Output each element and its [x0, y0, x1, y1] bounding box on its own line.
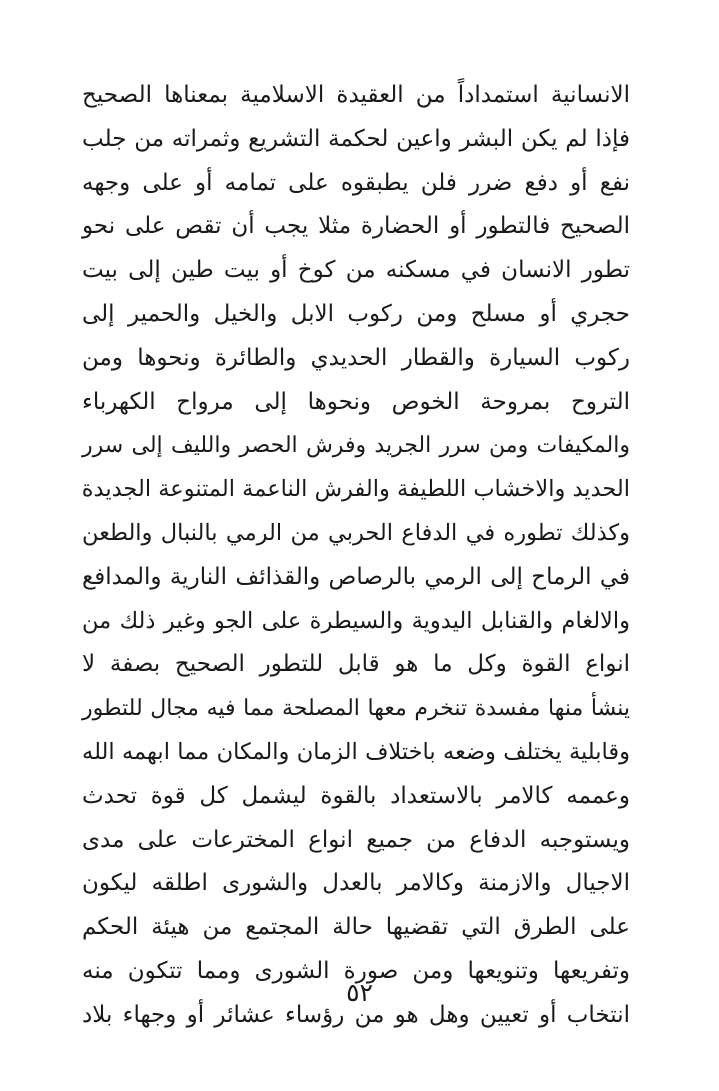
text-line: على الطرق التي تقضيها حالة المجتمع من هيئة الحكم: [82, 914, 630, 941]
text-line: فإذا لم يكن البشر واعين لحكمة التشريع وثمراته من جلب: [82, 125, 630, 152]
text-line: والالغام والقنابل اليدوية والسيطرة على الجو وغير ذلك من: [82, 607, 630, 634]
text-line: ويستوجبه الدفاع من جميع انواع المخترعات على مدى: [82, 826, 630, 853]
text-line: انواع القوة وكل ما هو قابل للتطور الصحيح بصفة لا: [82, 651, 630, 678]
text-line: حجري أو مسلح ومن ركوب الابل والخيل والحمير إلى: [82, 300, 630, 327]
text-line: في الرماح إلى الرمي بالرصاص والقذائف النارية والمدافع: [82, 563, 630, 590]
text-line: وعممه كالامر بالاستعداد بالقوة ليشمل كل قوة تحدث: [82, 782, 630, 809]
body-text: [82, 74, 630, 1038]
text-line: التروح بمروحة الخوص ونحوها إلى مرواح الكهرباء: [82, 388, 630, 415]
text-line: الانسانية استمداداً من العقيدة الاسلامية بمعناها الصحيح: [82, 82, 630, 108]
page-number: ٥٢: [346, 978, 373, 1007]
text-line: الصحيح فالتطور أو الحضارة مثلا يجب أن تقص على نحو: [82, 213, 630, 240]
text-line: نفع أو دفع ضرر فلن يطبقوه على تمامه أو على وجهه: [82, 169, 630, 196]
text-line: انتخاب أو تعيين وهل هو من رؤساء عشائر أو وجهاء بلاد: [82, 1001, 630, 1028]
text-line: وتفريعها وتنويعها ومن صورة الشورى ومما تتكون منه: [82, 957, 630, 984]
text-line: وكذلك تطوره في الدفاع الحربي من الرمي بالنبال والطعن: [82, 519, 630, 546]
text-line: وقابلية يختلف وضعه باختلاف الزمان والمكان مما ابهمه الله: [82, 738, 630, 765]
text-line: الحديد والاخشاب اللطيفة والفرش الناعمة المتنوعة الجديدة: [81, 476, 630, 503]
text-line: ركوب السيارة والقطار الحديدي والطائرة ونحوها ومن: [82, 344, 630, 371]
text-line: تطور الانسان في مسكنه من كوخ أو بيت طين إلى بيت: [82, 257, 630, 284]
text-line: الاجيال والازمنة وكالامر بالعدل والشورى اطلقه ليكون: [82, 870, 630, 897]
text-line: ينشأ منها مفسدة تنخرم معها المصلحة مما فيه مجال للتطور: [82, 696, 630, 722]
text-line: والمكيفات ومن سرر الجريد وفرش الحصر والليف إلى سرر: [82, 433, 630, 459]
